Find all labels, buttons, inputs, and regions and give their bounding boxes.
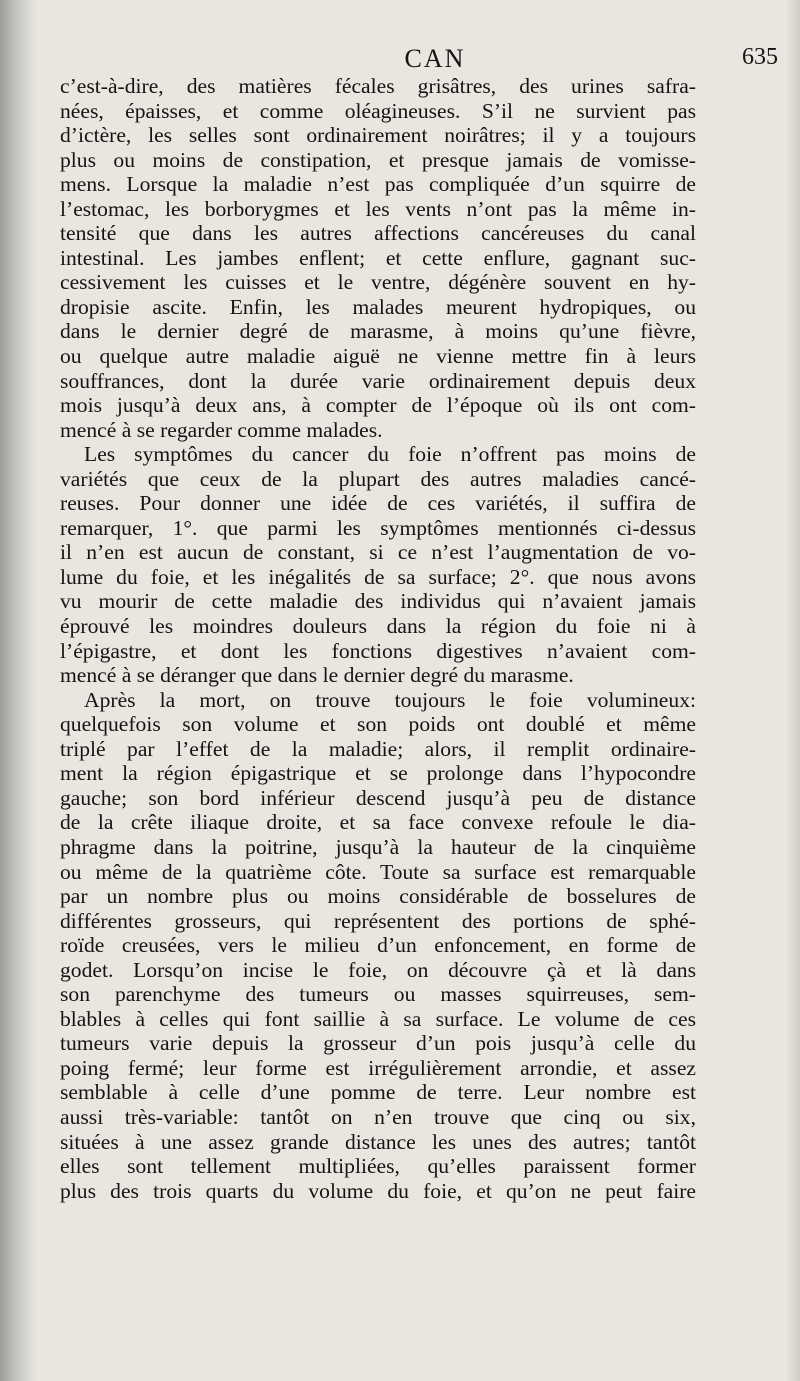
text-line: il n’en est aucun de constant, si ce n’est l’augmentation de vo- xyxy=(60,540,696,565)
text-line: situées à une assez grande distance les unes des autres; tantôt xyxy=(60,1129,696,1154)
text-line: elles sont tellement multipliées, qu’elles paraissent former xyxy=(60,1154,696,1179)
text-line: son parenchyme des tumeurs ou masses squirreuses, sem- xyxy=(60,982,696,1007)
text-line: intestinal. Les jambes enflent; et cette enflure, gagnant suc- xyxy=(60,245,696,270)
text-line: gauche; son bord inférieur descend jusqu’à peu de distance xyxy=(60,785,696,810)
text-line: vu mourir de cette maladie des individus qui n’avaient jamais xyxy=(60,589,696,614)
body-text xyxy=(60,74,696,1203)
page-edge-shadow xyxy=(786,0,800,1381)
text-line: lume du foie, et les inégalités de sa surface; 2°. que nous avons xyxy=(60,564,696,589)
text-line: plus ou moins de constipation, et presque jamais de vomisse- xyxy=(60,147,696,172)
text-line: éprouvé les moindres douleurs dans la région du foie ni à xyxy=(60,614,696,639)
text-line: mois jusqu’à deux ans, à compter de l’époque où ils ont com- xyxy=(60,393,696,418)
text-line: ou quelque autre maladie aiguë ne vienne mettre fin à leurs xyxy=(60,344,696,369)
text-line: plus des trois quarts du volume du foie, et qu’on ne peut faire xyxy=(60,1178,696,1203)
text-line: ment la région épigastrique et se prolonge dans l’hypocondre xyxy=(60,761,696,786)
text-line: Les symptômes du cancer du foie n’offrent pas moins de xyxy=(84,442,696,467)
text-line: poing fermé; leur forme est irrégulièrement arrondie, et assez xyxy=(60,1055,696,1080)
text-line: triplé par l’effet de la maladie; alors, il remplit ordinaire- xyxy=(60,736,696,761)
text-line: nées, épaisses, et comme oléagineuses. S’il ne survient pas xyxy=(60,98,696,123)
text-line: Après la mort, on trouve toujours le foie volumineux: xyxy=(84,687,696,712)
text-line: dropisie ascite. Enfin, les malades meurent hydropiques, ou xyxy=(60,294,696,319)
text-line: par un nombre plus ou moins considérable de bosselures de xyxy=(60,884,696,909)
text-line: reuses. Pour donner une idée de ces variétés, il suffira de xyxy=(60,491,696,516)
text-line: c’est-à-dire, des matières fécales grisâtres, des urines safra- xyxy=(60,74,696,98)
text-line: variétés que ceux de la plupart des autres maladies cancé- xyxy=(60,466,696,491)
text-line: ou même de la quatrième côte. Toute sa surface est remarquable xyxy=(60,859,696,884)
text-line: souffrances, dont la durée varie ordinairement depuis deux xyxy=(60,368,696,393)
text-line: semblable à celle d’une pomme de terre. Leur nombre est xyxy=(60,1080,696,1105)
text-line: aussi très-variable: tantôt on n’en trouve que cinq ou six, xyxy=(60,1104,696,1129)
text-line: mens. Lorsque la maladie n’est pas compliquée d’un squirre de xyxy=(60,172,696,197)
text-line: tensité que dans les autres affections cancéreuses du canal xyxy=(60,221,696,246)
running-head: CAN xyxy=(404,44,466,73)
text-line: godet. Lorsqu’on incise le foie, on découvre çà et là dans xyxy=(60,957,696,982)
binding-gutter-shadow xyxy=(0,0,38,1381)
text-line: phragme dans la poitrine, jusqu’à la hauteur de la cinquième xyxy=(60,834,696,859)
text-line: cessivement les cuisses et le ventre, dégénère souvent en hy- xyxy=(60,270,696,295)
text-line: tumeurs varie depuis la grosseur d’un pois jusqu’à celle du xyxy=(60,1031,696,1056)
text-line: mencé à se déranger que dans le dernier degré du marasme. xyxy=(60,663,574,688)
text-line: d’ictère, les selles sont ordinairement noirâtres; il y a toujours xyxy=(60,123,696,148)
text-line: remarquer, 1°. que parmi les symptômes mentionnés ci-dessus xyxy=(60,515,696,540)
text-line: l’estomac, les borborygmes et les vents n’ont pas la même in- xyxy=(60,196,696,221)
text-line: quelquefois son volume et son poids ont doublé et même xyxy=(60,712,696,737)
text-line: mencé à se regarder comme malades. xyxy=(60,417,383,442)
text-line: de la crête iliaque droite, et sa face convexe refoule le dia- xyxy=(60,810,696,835)
text-line: dans le dernier degré de marasme, à moins qu’une fièvre, xyxy=(60,319,696,344)
page-number: 635 xyxy=(742,44,778,70)
text-line: blables à celles qui font saillie à sa surface. Le volume de ces xyxy=(60,1006,696,1031)
text-line: roïde creusées, vers le milieu d’un enfoncement, en forme de xyxy=(60,933,696,958)
text-line: différentes grosseurs, qui représentent des portions de sphé- xyxy=(60,908,696,933)
text-line: l’épigastre, et dont les fonctions digestives n’avaient com- xyxy=(60,638,696,663)
